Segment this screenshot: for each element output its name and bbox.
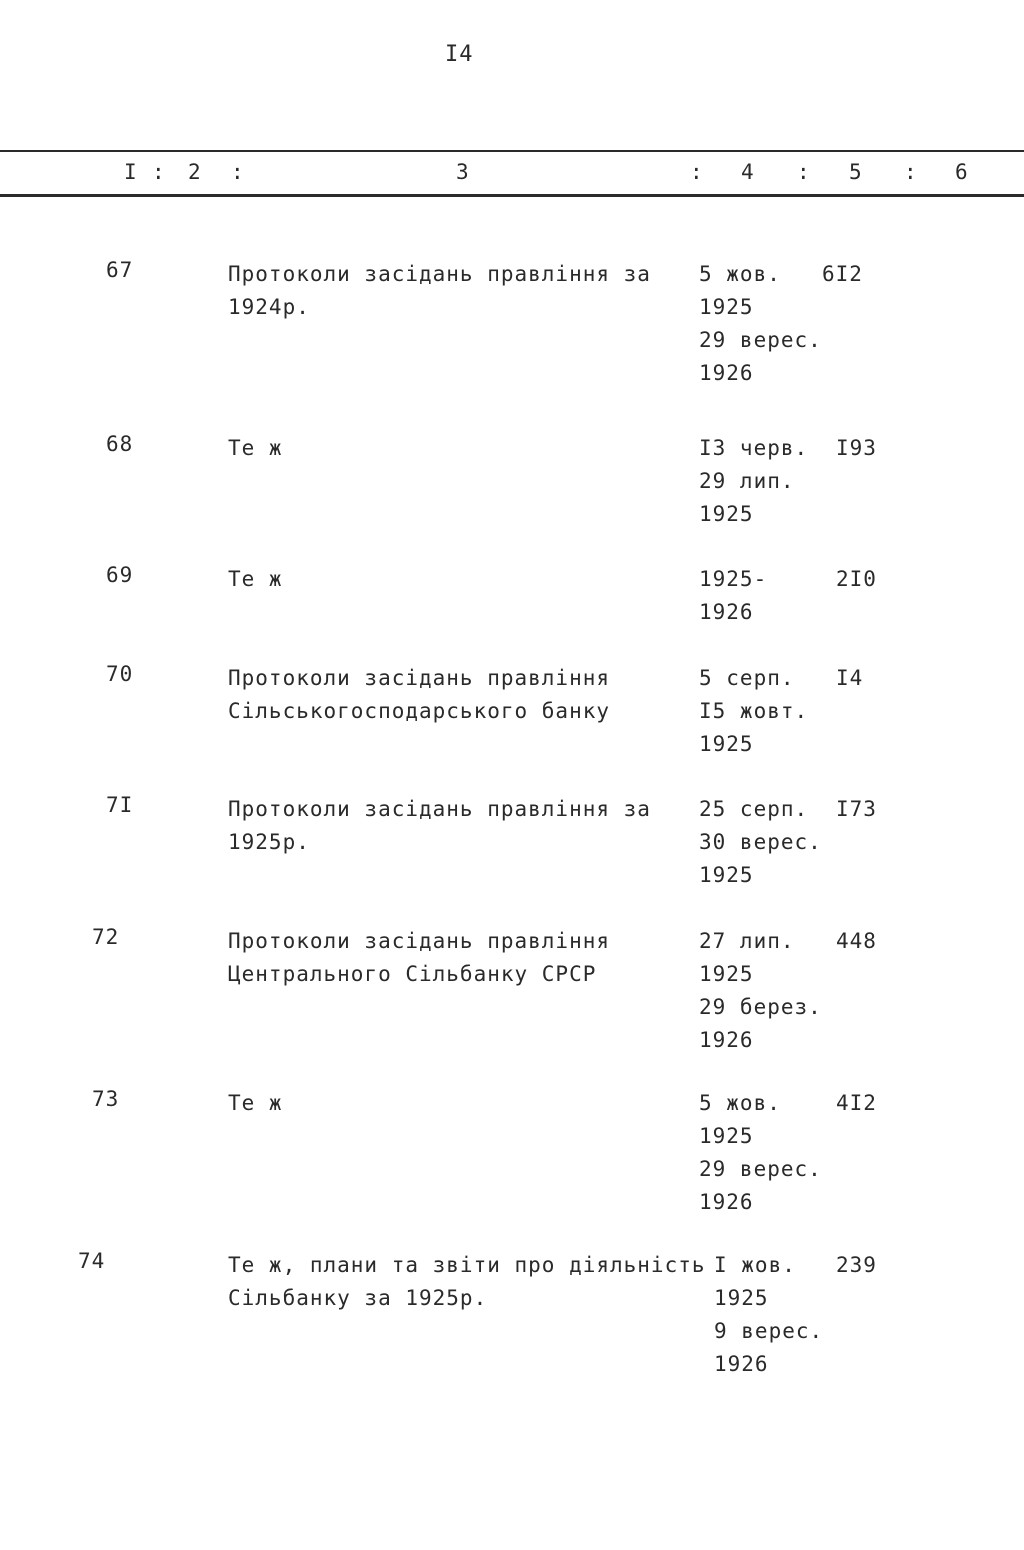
row-sheets: 239 <box>836 1253 877 1277</box>
row-dates: I жов. 1925 9 верес. 1926 <box>714 1253 824 1376</box>
column-separator: : <box>690 160 704 184</box>
row-title: Те ж <box>228 436 283 460</box>
row-number: 70 <box>106 662 134 686</box>
row-dates: 5 жов. 1925 29 верес. 1926 <box>699 1091 822 1214</box>
column-header-5: 5 <box>849 160 863 184</box>
row-title: Протоколи засідань правління за 1924р. <box>228 262 651 319</box>
row-sheets: 4I2 <box>836 1091 877 1115</box>
row-number: 72 <box>92 925 120 949</box>
row-dates: 5 серп. I5 жовт. 1925 <box>699 666 809 756</box>
row-sheets: 448 <box>836 929 877 953</box>
row-sheets: I93 <box>836 436 877 460</box>
column-header-3: 3 <box>456 160 470 184</box>
header-rule-bottom <box>0 194 1024 197</box>
row-number: 7I <box>106 793 134 817</box>
column-separator: : <box>904 160 918 184</box>
row-number: 69 <box>106 563 134 587</box>
row-title: Протоколи засідань правління Центрального Сільбанку СРСР <box>228 929 611 986</box>
row-sheets: I73 <box>836 797 877 821</box>
column-separator: : <box>797 160 811 184</box>
header-rule-top <box>0 150 1024 152</box>
row-title: Те ж <box>228 1091 283 1115</box>
column-header-6: 6 <box>955 160 969 184</box>
row-title: Те ж <box>228 567 283 591</box>
row-number: 67 <box>106 258 134 282</box>
row-number: 73 <box>92 1087 120 1111</box>
row-title: Протоколи засідань правління Сільськогосподарського банку <box>228 666 611 723</box>
row-dates: 1925- 1926 <box>699 567 768 624</box>
column-header-4: 4 <box>741 160 755 184</box>
column-header-1: I <box>124 160 138 184</box>
row-number: 68 <box>106 432 134 456</box>
column-separator: : <box>231 160 245 184</box>
row-title: Протоколи засідань правління за 1925р. <box>228 797 651 854</box>
row-dates: 5 жов. 1925 29 верес. 1926 <box>699 262 822 385</box>
row-dates: 25 серп. 30 верес. 1925 <box>699 797 822 887</box>
page-number: I4 <box>445 42 474 67</box>
row-sheets: 2I0 <box>836 567 877 591</box>
row-number: 74 <box>78 1249 106 1273</box>
column-header-2: 2 <box>188 160 202 184</box>
row-sheets: 6I2 <box>822 262 863 286</box>
row-title: Те ж, плани та звіти про діяльність Сільбанку за 1925р. <box>228 1253 706 1310</box>
row-dates: I3 черв. 29 лип. 1925 <box>699 436 809 526</box>
row-dates: 27 лип. 1925 29 берез. 1926 <box>699 929 822 1052</box>
column-separator: : <box>152 160 166 184</box>
row-sheets: I4 <box>836 666 864 690</box>
